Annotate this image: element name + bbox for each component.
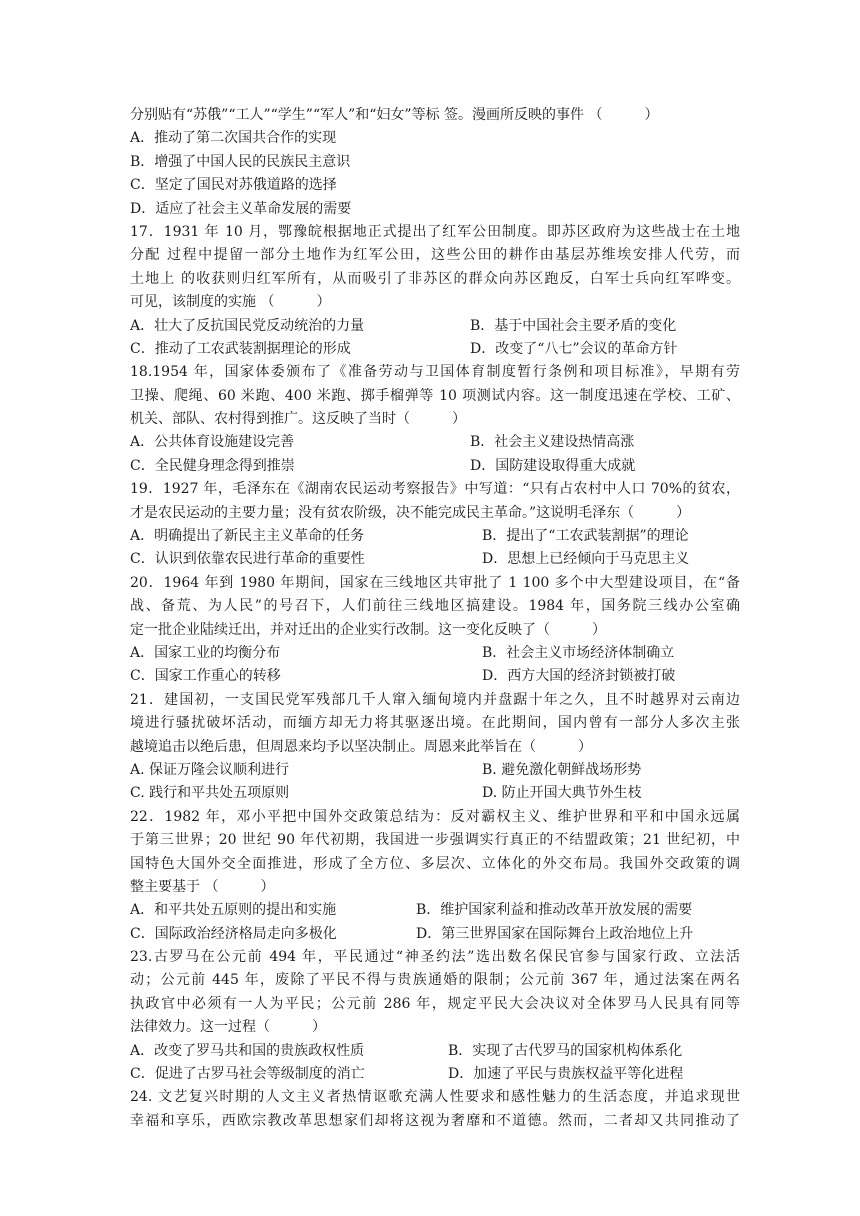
- q19-option-d: D．思想上已经倾向于马克思主义: [482, 551, 690, 568]
- q18-option-c: C．全民健身理念得到推崇: [130, 457, 295, 474]
- q23-option-c: C．促进了古罗马社会等级制度的消亡: [130, 1066, 365, 1083]
- q20-stem-line: 定一批企业陆续迁出，并对迁出的企业实行改制。这一变化反映了（ ）: [130, 621, 606, 638]
- q19-option-a: A．明确提出了新民主主义革命的任务: [130, 528, 365, 545]
- q19-stem-line: 19．1927 年，毛泽东在《湖南农民运动考察报告》中写道：“只有占农村中人口 70%的贫农，: [130, 481, 740, 498]
- q21-options-row: [130, 782, 740, 805]
- q18-stem-line: 机关、部队、农村得到推广。这反映了当时（ ）: [130, 411, 466, 428]
- q21-stem-line: 境进行骚扰破坏活动，而缅方却无力将其驱逐出境。在此期间，国内曾有一部分人多次主张: [130, 715, 740, 732]
- q19-option-c: C．认识到依靠农民进行革命的重要性: [130, 551, 365, 568]
- q22-options-row: [130, 899, 740, 922]
- q22-option-b: B．维护国家利益和推动改革开放发展的需要: [416, 902, 693, 919]
- q20-option-a: A．国家工业的均衡分布: [130, 644, 281, 661]
- q17-option-d: D．改变了“八七”会议的革命方针: [470, 340, 678, 357]
- q18-options-row: [130, 455, 740, 478]
- q23-stem-line: 执政官中必须有一人为平民；公元前 286 年，规定平民大会决议对全体罗马人民具有同等: [130, 995, 740, 1012]
- q18-option-d: D．国防建设取得重大成就: [470, 457, 636, 474]
- q21-option-a: A. 保证万隆会议顺利进行: [130, 761, 290, 778]
- q23-stem-line: 动；公元前 445 年，废除了平民不得与贵族通婚的限制；公元前 367 年，通过法案在两名: [130, 972, 740, 989]
- q17-option-a: A．壮大了反抗国民党反动统治的力量: [130, 317, 365, 334]
- q18-option-a: A．公共体育设施建设完善: [130, 434, 295, 451]
- q20-options-row: [130, 642, 740, 665]
- q19-option-b: B．提出了“工农武装割据”的理论: [482, 528, 689, 545]
- q21-options-row: [130, 759, 740, 782]
- q22-options-row: [130, 923, 740, 946]
- q24-stem-line: 24. 文艺复兴时期的人文主义者热情讴歌充满人性要求和感性魅力的生活态度，并追求现世: [130, 1089, 740, 1106]
- q18-stem-line: 18.1954 年，国家体委颁布了《准备劳动与卫国体育制度暂行条例和项目标准》，早期有劳: [130, 364, 740, 381]
- q16-option-a: A．推动了第二次国共合作的实现: [130, 130, 337, 147]
- q17-option-c: C．推动了工农武装割据理论的形成: [130, 340, 351, 357]
- q21-stem-line: 越境追击以绝后患，但周恩来均予以坚决制止。周恩来此举旨在（ ）: [130, 738, 592, 755]
- q17-stem-line: 分配 过程中提留一部分土地作为红军公田，这些公田的耕作由基层苏维埃安排人代劳，而: [130, 247, 740, 264]
- q21-option-b: B. 避免激化朝鲜战场形势: [482, 761, 642, 778]
- q22-stem-line: 于第三世界；20 世纪 90 年代初期，我国进一步强调实行真正的不结盟政策；21 世纪初，中: [130, 832, 740, 849]
- q19-options-row: [130, 525, 740, 548]
- q17-stem-line: 可见，该制度的实施 （ ）: [130, 294, 331, 311]
- q18-options-row: [130, 431, 740, 454]
- q17-option-b: B．基于中国社会主要矛盾的变化: [470, 317, 677, 334]
- q22-option-c: C．国际政治经济格局走向多极化: [130, 925, 337, 942]
- q19-options-row: [130, 548, 740, 571]
- q19-stem-line: 才是农民运动的主要力量；没有贫农阶级，决不能完成民主革命。”这说明毛泽东（ ）: [130, 504, 691, 521]
- q17-stem-line: 土地上 的收获则归红军所有，从而吸引了非苏区的群众向苏区跑反，白军士兵向红军哗变。: [130, 270, 740, 287]
- q16-option-d: D．适应了社会主义革命发展的需要: [130, 200, 352, 217]
- q17-options-row: [130, 338, 740, 361]
- q16-option-b: B．增强了中国人民的民族民主意识: [130, 153, 351, 170]
- q20-option-b: B．社会主义市场经济体制确立: [482, 644, 675, 661]
- q21-stem-line: 21．建国初，一支国民党军残部几千人窜入缅甸境内并盘踞十年之久，且不时越界对云南边: [130, 691, 740, 708]
- q21-option-d: D. 防止开国大典节外生枝: [482, 785, 642, 802]
- q23-stem-line: 法律效力。这一过程（ ）: [130, 1019, 326, 1036]
- q22-option-d: D．第三世界国家在国际舞台上政治地位上升: [416, 925, 694, 942]
- q16-stem-tail: 分别贴有“苏俄”“工人”“学生”“军人”和“妇女”等标 签。漫画所反映的事件 （ ）: [130, 107, 659, 123]
- q23-option-a: A．改变了罗马共和国的贵族政权性质: [130, 1042, 365, 1059]
- q24-stem-line: 幸福和享乐，西欧宗教改革思想家们却将这视为奢靡和不道德。然而，二者却又共同推动了: [130, 1112, 740, 1129]
- q18-option-b: B．社会主义建设热情高涨: [470, 434, 635, 451]
- q20-options-row: [130, 665, 740, 688]
- q22-stem-line: 整主要基于 （ ）: [130, 878, 275, 895]
- q23-option-b: B．实现了古代罗马的国家机构体系化: [448, 1042, 683, 1059]
- exam-page: [130, 104, 740, 1133]
- q16-option-c: C．坚定了国民对苏俄道路的选择: [130, 177, 337, 194]
- q22-stem-line: 国特色大国外交全面推进，形成了全方位、多层次、立体化的外交布局。我国外交政策的调: [130, 855, 740, 872]
- q23-options-row: [130, 1063, 740, 1086]
- q23-stem-line: 23.古罗马在公元前 494 年，平民通过“神圣约法”选出数名保民官参与国家行政、立法活: [130, 949, 740, 966]
- q18-stem-line: 卫操、爬绳、60 米跑、400 米跑、掷手榴弹等 10 项测试内容。这一制度迅速在学校、工矿、: [130, 387, 740, 404]
- q22-option-a: A．和平共处五原则的提出和实施: [130, 902, 337, 919]
- q20-stem-line: 战、备荒、为人民”的号召下，人们前往三线地区搞建设。1984 年，国务院三线办公室确: [130, 598, 740, 615]
- q22-stem-line: 22．1982 年，邓小平把中国外交政策总结为：反对霸权主义、维护世界和平和中国永远属: [130, 808, 740, 825]
- q20-option-d: D．西方大国的经济封锁被打破: [482, 668, 676, 685]
- q21-option-c: C. 践行和平共处五项原则: [130, 785, 290, 802]
- q17-options-row: [130, 315, 740, 338]
- q23-option-d: D．加速了平民与贵族权益平等化进程: [448, 1066, 684, 1083]
- q20-stem-line: 20．1964 年到 1980 年期间，国家在三线地区共审批了 1 100 多个中大型建设项目，在“备: [130, 574, 740, 591]
- q23-options-row: [130, 1040, 740, 1063]
- q17-stem-line: 17．1931 年 10 月，鄂豫皖根据地正式提出了红军公田制度。即苏区政府为这些战士在土地: [130, 223, 740, 240]
- q20-option-c: C．国家工作重心的转移: [130, 668, 281, 685]
